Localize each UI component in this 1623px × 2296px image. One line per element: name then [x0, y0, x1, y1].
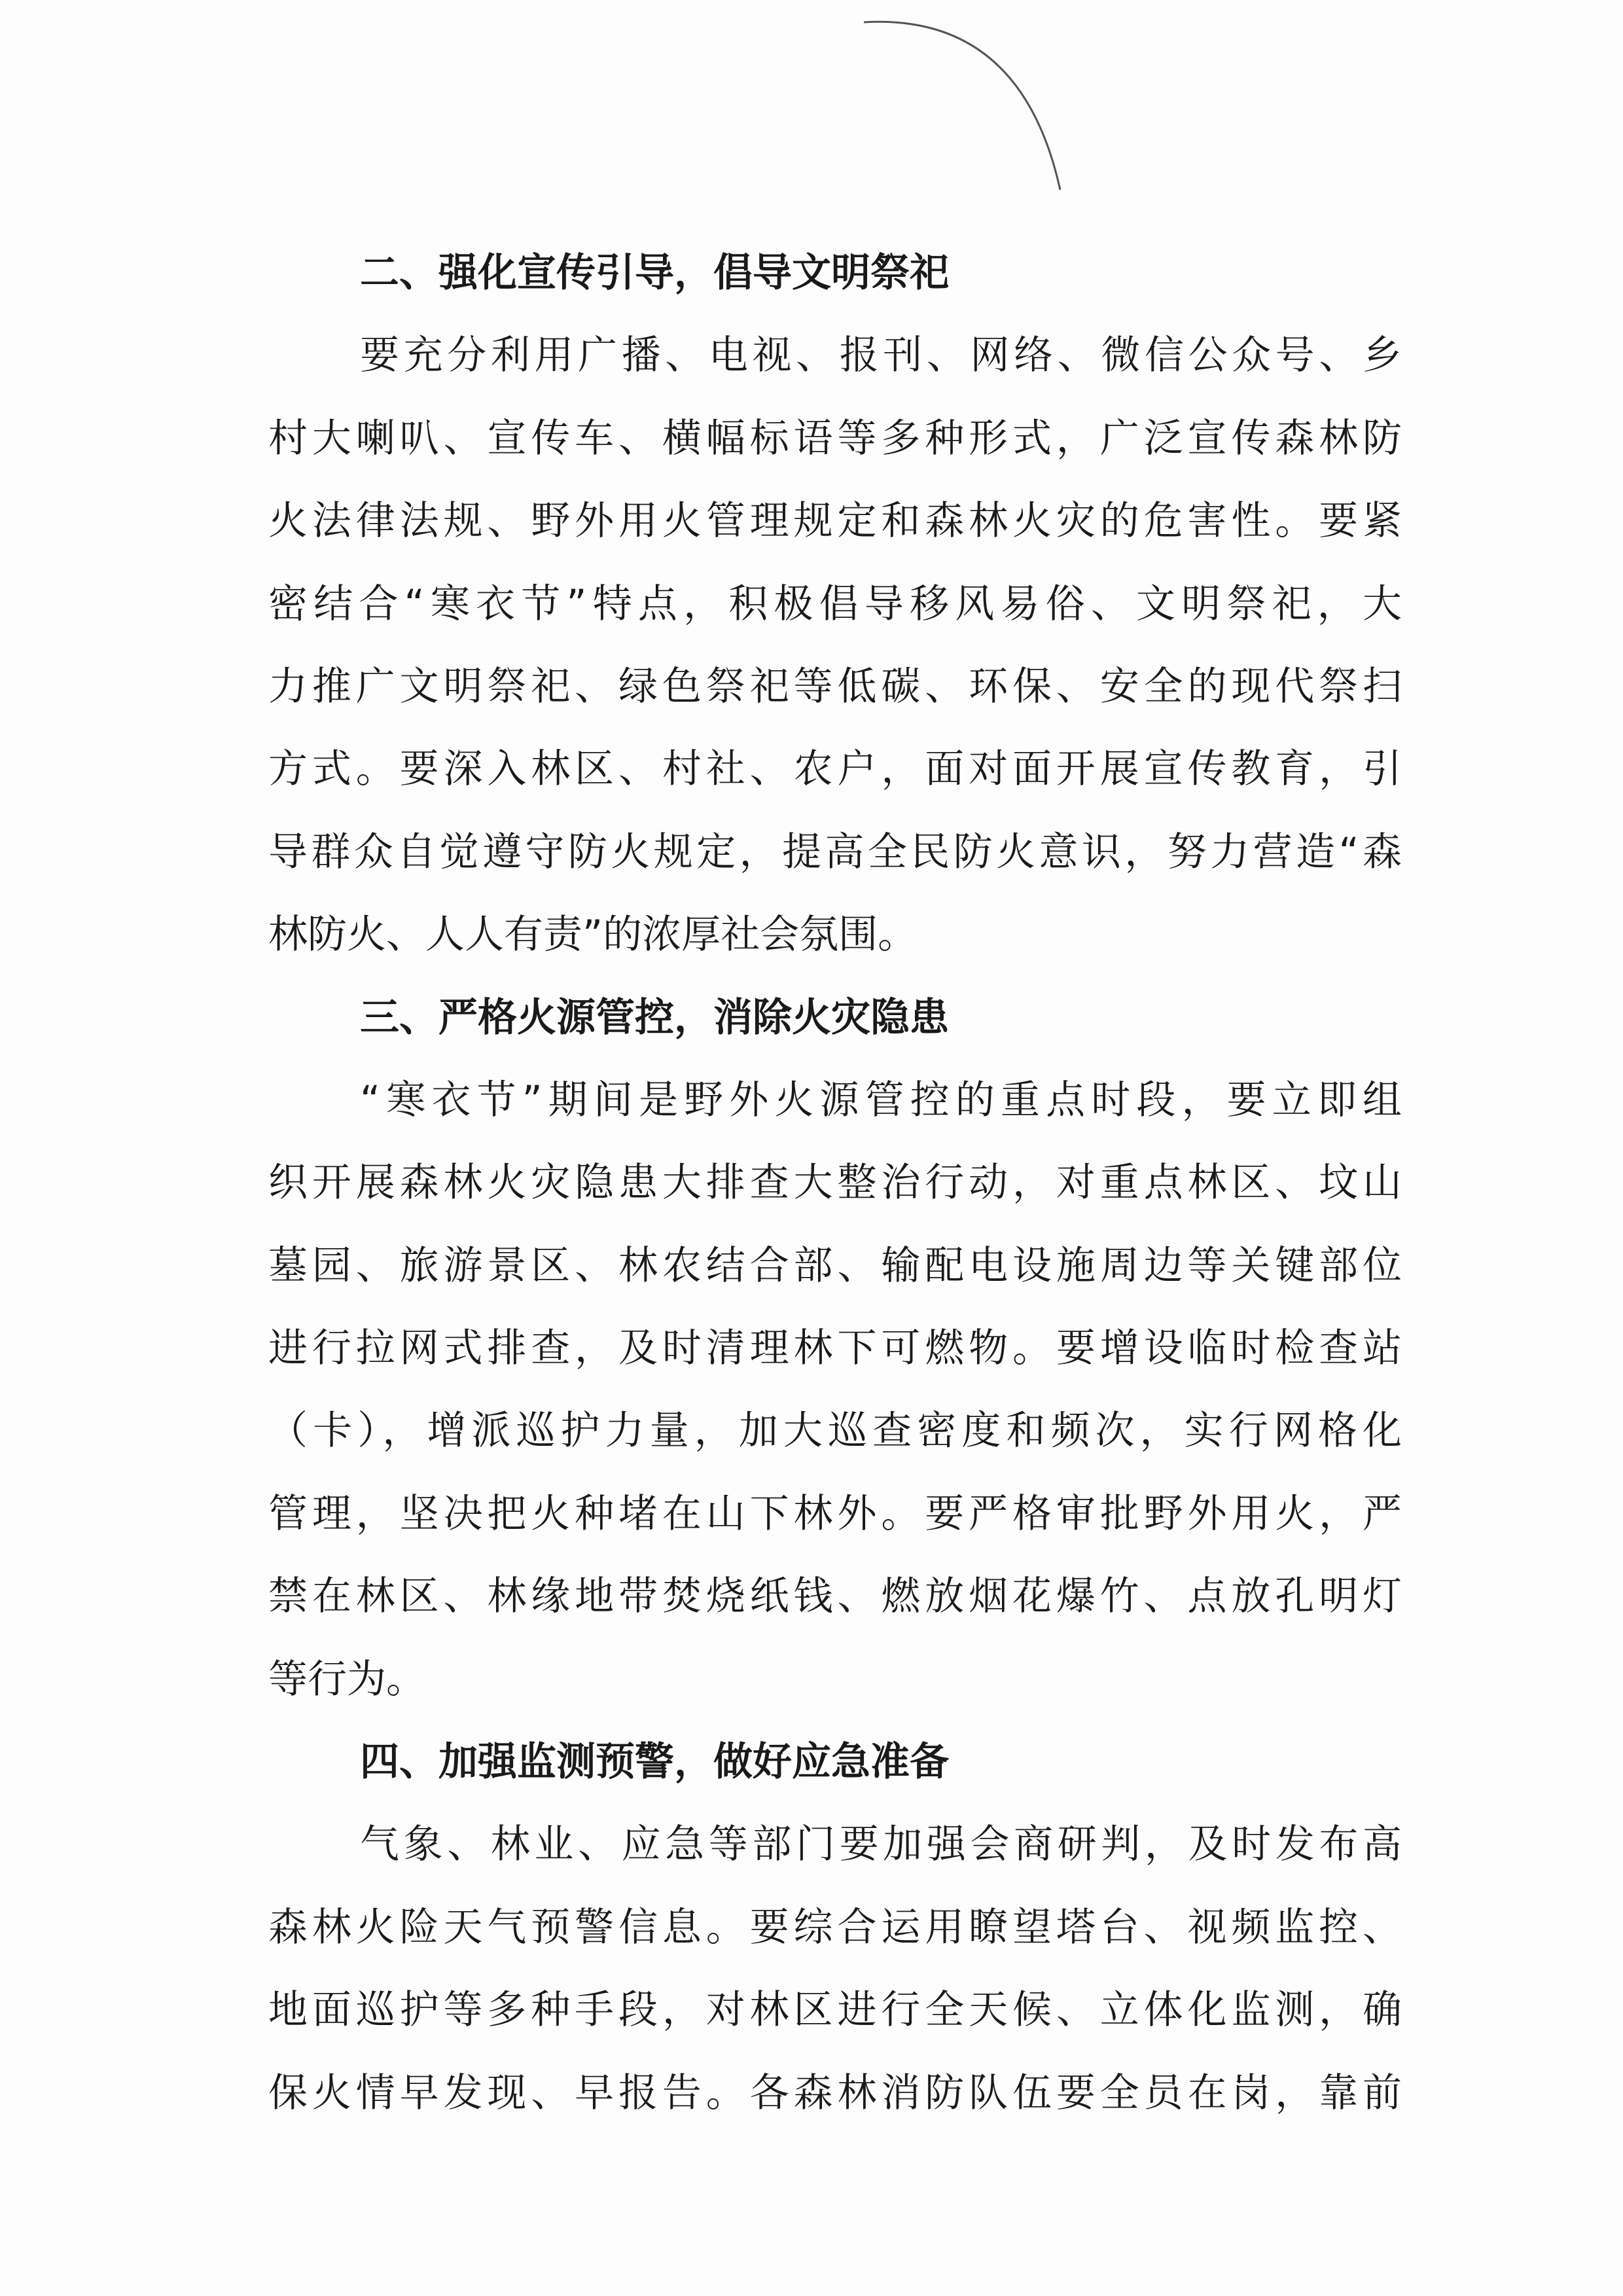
paragraph-line: 密结合“寒衣节”特点，积极倡导移风易俗、文明祭祀，大 [268, 581, 1402, 627]
paragraph-line: 要充分利用广播、电视、报刊、网络、微信公众号、乡 [360, 332, 1402, 379]
paragraph-line: 方式。要深入林区、村社、农户，面对面开展宣传教育，引 [268, 746, 1402, 793]
paragraph-line: 禁在林区、林缘地带焚烧纸钱、燃放烟花爆竹、点放孔明灯 [268, 1573, 1402, 1620]
paragraph-line: “寒衣节”期间是野外火源管控的重点时段，要立即组 [360, 1077, 1402, 1123]
paragraph-line: 地面巡护等多种手段，对林区进行全天候、立体化监测，确 [268, 1987, 1402, 2034]
paragraph-line: 墓园、旅游景区、林农结合部、输配电设施周边等关键部位 [268, 1242, 1402, 1289]
paragraph-line: 林防火、人人有责”的浓厚社会氛围。 [268, 912, 918, 958]
section-heading: 三、严格火源管控，消除火灾隐患 [360, 994, 949, 1041]
section-heading: 二、强化宣传引导，倡导文明祭祀 [360, 250, 949, 296]
paragraph-line: 等行为。 [268, 1656, 425, 1702]
paragraph-line: 村大喇叭、宣传车、横幅标语等多种形式，广泛宣传森林防 [268, 415, 1402, 461]
paragraph-line: 气象、林业、应急等部门要加强会商研判，及时发布高 [360, 1821, 1402, 1868]
paragraph-line: 进行拉网式排查，及时清理林下可燃物。要增设临时检查站 [268, 1325, 1402, 1372]
paragraph-line: 力推广文明祭祀、绿色祭祀等低碳、环保、安全的现代祭扫 [268, 663, 1402, 709]
paragraph-line: 火法律法规、野外用火管理规定和森林火灾的危害性。要紧 [268, 498, 1402, 545]
section-heading: 四、加强监测预警，做好应急准备 [360, 1739, 949, 1785]
paragraph-line: 管理，坚决把火种堵在山下林外。要严格审批野外用火，严 [268, 1490, 1402, 1537]
scan-margin-curve [0, 0, 1623, 209]
paragraph-line: 森林火险天气预警信息。要综合运用瞭望塔台、视频监控、 [268, 1904, 1402, 1950]
document-body [268, 232, 1402, 2134]
paragraph-line: 导群众自觉遵守防火规定，提高全民防火意识，努力营造“森 [268, 829, 1402, 875]
paragraph-line: （卡），增派巡护力量，加大巡查密度和频次，实行网格化 [268, 1408, 1402, 1454]
paragraph-line: 保火情早发现、早报告。各森林消防队伍要全员在岗，靠前 [268, 2070, 1402, 2116]
paragraph-line: 织开展森林火灾隐患大排查大整治行动，对重点林区、坟山 [268, 1160, 1402, 1206]
